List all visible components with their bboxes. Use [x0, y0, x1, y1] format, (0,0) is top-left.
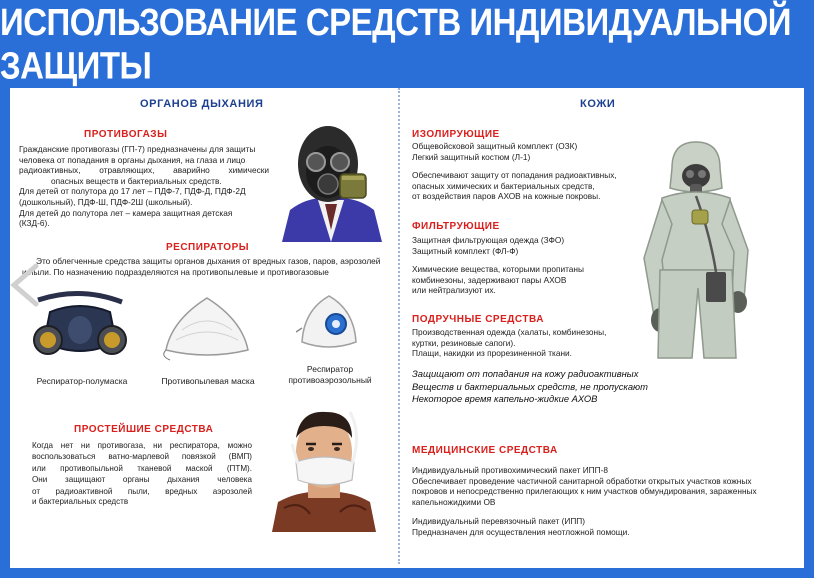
improvised-title: ПОДРУЧНЫЕ СРЕДСТВА: [412, 314, 544, 325]
gas-mask-person-image: [278, 118, 384, 242]
respirators-title: РЕСПИРАТОРЫ: [166, 242, 250, 253]
improvised-text: Производственная одежда (халаты, комбинезоны, куртки, резиновые сапоги). Плащи, накидки из прорезиненной ткани.: [412, 327, 607, 359]
medical-text: Индивидуальный противохимический пакет ИПП-8 Обеспечивает проведение частичной санитарной обработки открытых участков кожных покровов и непосредственно прилегающих к ним участков обмундирования, зараженных капельножидкими ОВ: [412, 465, 757, 507]
isolating-items: Общевойсковой защитный комплект (ОЗК) Легкий защитный костюм (Л-1): [412, 141, 578, 162]
half-mask-respirator-image: [28, 290, 132, 364]
gas-masks-title: ПРОТИВОГАЗЫ: [84, 129, 168, 140]
skin-heading: КОЖИ: [580, 98, 616, 110]
aerosol-respirator-caption: Респиратор противоаэрозольный: [288, 364, 372, 385]
filtering-desc: Химические вещества, которыми пропитаны комбинезоны, задерживают пары АХОВ или нейтрализуют их.: [412, 264, 584, 296]
isolating-title: ИЗОЛИРУЮЩИЕ: [412, 129, 500, 140]
gas-masks-text: Гражданские противогазы (ГП-7) предназначены для защиты человека от попадания в органы дыхания, на глаза и лицо радиоактивных, отравляющих, аварийно химически опасных веществ и бактериальных средств. Для детей от полутора до 17 лет – ПДФ-7, ПДФ-Д, ПДФ-2Д (дошкольный), ПДФ-Ш, ПДФ-2Ш (школьный). Для детей до полутора лет – камера защитная детская (КЗД-6).: [19, 144, 269, 229]
respirators-text: Это облегченные средства защиты органов дыхания от вредных газов, паров, аэрозолей и пыли. По назначению подразделяются на противопылевые и противогазовые: [22, 256, 381, 277]
dust-mask-image: [162, 290, 252, 362]
medical-text-2: Индивидуальный перевязочный пакет (ИПП) Предназначен для осуществления неотложной помощи.: [412, 516, 630, 537]
aerosol-respirator-image: [296, 292, 362, 354]
poster-title: ИСПОЛЬЗОВАНИЕ СРЕДСТВ ИНДИВИДУАЛЬНОЙ ЗАЩИТЫ: [0, 0, 791, 87]
column-divider: [398, 88, 400, 564]
improvised-italic-note: Защищают от попадания на кожу радиоактивных Веществ и бактериальных средств, не пропускают Некоторое время капельно-жидкие АХОВ: [412, 368, 648, 404]
protective-suit-person-image: [632, 138, 758, 360]
medical-title: МЕДИЦИНСКИЕ СРЕДСТВА: [412, 445, 558, 456]
dust-mask-caption: Противопылевая маска: [161, 376, 255, 386]
simple-means-title: ПРОСТЕЙШИЕ СРЕДСТВА: [74, 424, 214, 435]
simple-means-text-end: и бактериальных средств: [32, 497, 129, 506]
filtering-title: ФИЛЬТРУЮЩИЕ: [412, 221, 500, 232]
isolating-desc: Обеспечивают защиту от попадания радиоактивных, опасных химических и бактериальных средств, от воздействия паров АХОВ на кожные покровы.: [412, 170, 617, 202]
filtering-items: Защитная фильтрующая одежда (ЗФО) Защитный комплект (ФЛ-Ф): [412, 235, 565, 256]
gauze-bandage-person-image: [270, 404, 378, 532]
simple-means-text: Когда нет ни противогаза, ни респиратора, можно воспользоваться ватно-марлевой повязкой (ВМП) или противопыльной тканевой маской (ПТМ). Они защищают органы дыхания человека от радиоактивной пыли, вредных аэрозолей: [32, 441, 252, 496]
respiratory-heading: ОРГАНОВ ДЫХАНИЯ: [140, 98, 264, 110]
half-mask-caption: Респиратор-полумаска: [36, 376, 128, 386]
